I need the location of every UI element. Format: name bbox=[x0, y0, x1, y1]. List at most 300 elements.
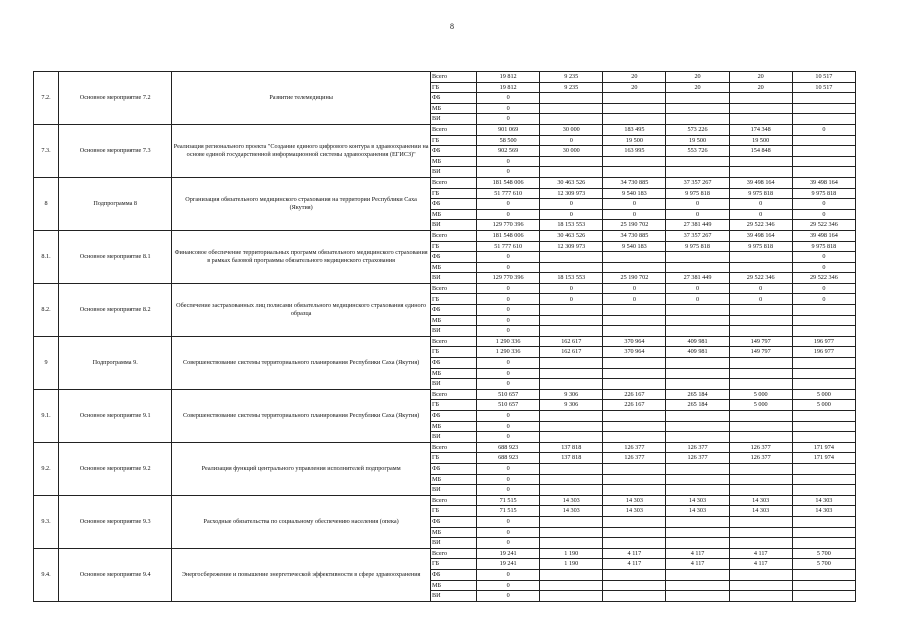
value-cell: 0 bbox=[477, 411, 540, 422]
funding-source: ВИ bbox=[430, 379, 476, 390]
value-cell: 0 bbox=[477, 252, 540, 263]
value-cell bbox=[729, 368, 792, 379]
value-cell bbox=[792, 358, 855, 369]
funding-source: ГБ bbox=[430, 453, 476, 464]
value-cell: 137 818 bbox=[540, 442, 603, 453]
value-cell bbox=[729, 432, 792, 443]
funding-source: ФБ bbox=[430, 252, 476, 263]
item-name: Основное мероприятие 7.2 bbox=[59, 72, 172, 125]
value-cell bbox=[792, 379, 855, 390]
funding-source: Всего bbox=[430, 495, 476, 506]
value-cell bbox=[792, 569, 855, 580]
value-cell: 0 bbox=[477, 432, 540, 443]
funding-source: МБ bbox=[430, 209, 476, 220]
funding-source: ВИ bbox=[430, 273, 476, 284]
value-cell: 688 923 bbox=[477, 442, 540, 453]
value-cell: 14 303 bbox=[792, 506, 855, 517]
value-cell bbox=[666, 516, 729, 527]
value-cell: 19 812 bbox=[477, 82, 540, 93]
value-cell bbox=[666, 379, 729, 390]
value-cell: 10 517 bbox=[792, 72, 855, 83]
value-cell: 29 522 346 bbox=[792, 220, 855, 231]
table-row bbox=[34, 336, 856, 347]
value-cell: 149 797 bbox=[729, 336, 792, 347]
value-cell: 9 975 818 bbox=[729, 241, 792, 252]
value-cell bbox=[729, 379, 792, 390]
value-cell: 4 117 bbox=[603, 559, 666, 570]
value-cell bbox=[666, 114, 729, 125]
value-cell: 5 000 bbox=[792, 400, 855, 411]
value-cell: 0 bbox=[603, 283, 666, 294]
value-cell: 0 bbox=[477, 358, 540, 369]
value-cell: 0 bbox=[666, 283, 729, 294]
value-cell: 196 977 bbox=[792, 347, 855, 358]
value-cell: 9 235 bbox=[540, 82, 603, 93]
value-cell bbox=[666, 474, 729, 485]
value-cell bbox=[540, 114, 603, 125]
value-cell bbox=[666, 411, 729, 422]
value-cell bbox=[792, 516, 855, 527]
value-cell bbox=[729, 569, 792, 580]
value-cell: 12 309 973 bbox=[540, 188, 603, 199]
value-cell: 71 515 bbox=[477, 495, 540, 506]
value-cell: 39 498 164 bbox=[729, 177, 792, 188]
funding-source: Всего bbox=[430, 124, 476, 135]
funding-source: Всего bbox=[430, 177, 476, 188]
value-cell: 0 bbox=[729, 209, 792, 220]
value-cell: 0 bbox=[792, 209, 855, 220]
value-cell: 149 797 bbox=[729, 347, 792, 358]
value-cell bbox=[729, 463, 792, 474]
value-cell: 51 777 610 bbox=[477, 188, 540, 199]
value-cell: 10 517 bbox=[792, 82, 855, 93]
value-cell bbox=[666, 156, 729, 167]
funding-source: ГБ bbox=[430, 188, 476, 199]
value-cell: 0 bbox=[477, 262, 540, 273]
value-cell bbox=[729, 167, 792, 178]
value-cell bbox=[792, 93, 855, 104]
value-cell bbox=[540, 463, 603, 474]
value-cell: 29 522 346 bbox=[729, 220, 792, 231]
table-row bbox=[34, 495, 856, 506]
value-cell: 29 522 346 bbox=[729, 273, 792, 284]
value-cell bbox=[666, 252, 729, 263]
value-cell bbox=[666, 358, 729, 369]
item-number: 9.1. bbox=[34, 389, 59, 442]
item-description: Совершенствование системы территориального планирования Республики Саха (Якутия) bbox=[172, 389, 431, 442]
value-cell: 129 770 396 bbox=[477, 273, 540, 284]
value-cell bbox=[540, 474, 603, 485]
value-cell: 0 bbox=[477, 305, 540, 316]
value-cell: 0 bbox=[477, 199, 540, 210]
value-cell bbox=[729, 516, 792, 527]
value-cell bbox=[603, 411, 666, 422]
value-cell bbox=[540, 252, 603, 263]
value-cell bbox=[540, 432, 603, 443]
funding-source: ФБ bbox=[430, 358, 476, 369]
funding-source: ГБ bbox=[430, 347, 476, 358]
value-cell: 0 bbox=[477, 379, 540, 390]
item-description: Реализация функций центрального управления исполнителей подпрограмм bbox=[172, 442, 431, 495]
value-cell: 171 974 bbox=[792, 453, 855, 464]
value-cell bbox=[603, 358, 666, 369]
value-cell bbox=[603, 421, 666, 432]
funding-source: ФБ bbox=[430, 93, 476, 104]
value-cell bbox=[540, 262, 603, 273]
value-cell bbox=[729, 326, 792, 337]
value-cell: 163 995 bbox=[603, 146, 666, 157]
value-cell bbox=[729, 527, 792, 538]
value-cell: 0 bbox=[729, 199, 792, 210]
value-cell bbox=[603, 262, 666, 273]
item-description: Финансовое обеспечение территориальных программ обязательного медицинского страхования в рамках базовой программы обязательного медицинского страхования bbox=[172, 230, 431, 283]
item-number: 9.2. bbox=[34, 442, 59, 495]
value-cell bbox=[603, 485, 666, 496]
funding-source: ФБ bbox=[430, 146, 476, 157]
value-cell: 9 306 bbox=[540, 389, 603, 400]
value-cell: 0 bbox=[792, 294, 855, 305]
item-number: 8 bbox=[34, 177, 59, 230]
value-cell bbox=[666, 167, 729, 178]
item-name: Основное мероприятие 8.2 bbox=[59, 283, 172, 336]
value-cell: 901 069 bbox=[477, 124, 540, 135]
item-description: Расходные обязательства по социальному обеспечению населения (опека) bbox=[172, 495, 431, 548]
budget-table bbox=[33, 71, 856, 602]
value-cell bbox=[729, 474, 792, 485]
item-number: 8.1. bbox=[34, 230, 59, 283]
value-cell: 265 184 bbox=[666, 389, 729, 400]
value-cell: 4 117 bbox=[729, 559, 792, 570]
value-cell: 510 657 bbox=[477, 400, 540, 411]
value-cell: 37 357 267 bbox=[666, 177, 729, 188]
funding-source: Всего bbox=[430, 548, 476, 559]
value-cell: 0 bbox=[477, 421, 540, 432]
value-cell: 14 303 bbox=[729, 495, 792, 506]
value-cell bbox=[603, 432, 666, 443]
funding-source: ГБ bbox=[430, 82, 476, 93]
funding-source: ВИ bbox=[430, 538, 476, 549]
funding-source: ФБ bbox=[430, 199, 476, 210]
value-cell bbox=[603, 167, 666, 178]
value-cell: 14 303 bbox=[666, 495, 729, 506]
value-cell bbox=[666, 527, 729, 538]
item-number: 9 bbox=[34, 336, 59, 389]
value-cell bbox=[666, 103, 729, 114]
value-cell bbox=[666, 93, 729, 104]
value-cell bbox=[603, 527, 666, 538]
value-cell: 19 241 bbox=[477, 548, 540, 559]
value-cell: 0 bbox=[477, 463, 540, 474]
funding-source: ГБ bbox=[430, 559, 476, 570]
value-cell: 37 357 267 bbox=[666, 230, 729, 241]
value-cell bbox=[666, 262, 729, 273]
value-cell: 1 190 bbox=[540, 548, 603, 559]
value-cell bbox=[792, 146, 855, 157]
value-cell bbox=[729, 421, 792, 432]
value-cell: 20 bbox=[603, 82, 666, 93]
item-name: Основное мероприятие 9.3 bbox=[59, 495, 172, 548]
value-cell bbox=[792, 421, 855, 432]
value-cell: 0 bbox=[540, 294, 603, 305]
value-cell bbox=[666, 569, 729, 580]
funding-source: ГБ bbox=[430, 135, 476, 146]
item-number: 7.2. bbox=[34, 72, 59, 125]
table-row bbox=[34, 389, 856, 400]
value-cell: 39 498 164 bbox=[729, 230, 792, 241]
funding-source: МБ bbox=[430, 368, 476, 379]
value-cell bbox=[792, 156, 855, 167]
value-cell bbox=[792, 527, 855, 538]
value-cell: 9 540 183 bbox=[603, 188, 666, 199]
value-cell: 9 975 818 bbox=[666, 241, 729, 252]
value-cell: 902 569 bbox=[477, 146, 540, 157]
value-cell: 14 303 bbox=[666, 506, 729, 517]
value-cell: 0 bbox=[477, 474, 540, 485]
value-cell bbox=[666, 305, 729, 316]
value-cell: 0 bbox=[477, 569, 540, 580]
value-cell: 162 617 bbox=[540, 347, 603, 358]
value-cell bbox=[540, 167, 603, 178]
value-cell bbox=[729, 538, 792, 549]
funding-source: ГБ bbox=[430, 506, 476, 517]
value-cell: 71 515 bbox=[477, 506, 540, 517]
value-cell: 14 303 bbox=[540, 506, 603, 517]
value-cell: 126 377 bbox=[729, 453, 792, 464]
funding-source: МБ bbox=[430, 315, 476, 326]
value-cell: 0 bbox=[477, 103, 540, 114]
item-name: Подпрограмма 8 bbox=[59, 177, 172, 230]
table-row bbox=[34, 177, 856, 188]
value-cell bbox=[540, 485, 603, 496]
value-cell bbox=[729, 262, 792, 273]
value-cell bbox=[792, 114, 855, 125]
item-name: Основное мероприятие 9.4 bbox=[59, 548, 172, 601]
value-cell: 0 bbox=[666, 294, 729, 305]
item-description: Обеспечение застрахованных лиц полисами обязательного медицинского страхования единого образца bbox=[172, 283, 431, 336]
value-cell bbox=[540, 411, 603, 422]
value-cell bbox=[540, 315, 603, 326]
item-name: Основное мероприятие 9.1 bbox=[59, 389, 172, 442]
value-cell bbox=[792, 305, 855, 316]
value-cell bbox=[792, 580, 855, 591]
funding-source: ФБ bbox=[430, 411, 476, 422]
value-cell: 126 377 bbox=[666, 442, 729, 453]
funding-source: Всего bbox=[430, 389, 476, 400]
value-cell: 5 000 bbox=[729, 389, 792, 400]
value-cell bbox=[540, 156, 603, 167]
item-name: Подпрограмма 9. bbox=[59, 336, 172, 389]
value-cell: 0 bbox=[477, 93, 540, 104]
value-cell bbox=[792, 135, 855, 146]
value-cell: 20 bbox=[666, 82, 729, 93]
value-cell bbox=[603, 591, 666, 602]
funding-source: ВИ bbox=[430, 114, 476, 125]
value-cell bbox=[540, 527, 603, 538]
value-cell bbox=[540, 538, 603, 549]
value-cell: 0 bbox=[792, 124, 855, 135]
value-cell bbox=[792, 315, 855, 326]
value-cell: 0 bbox=[477, 283, 540, 294]
value-cell bbox=[729, 156, 792, 167]
value-cell: 0 bbox=[540, 199, 603, 210]
value-cell: 5 000 bbox=[792, 389, 855, 400]
value-cell: 370 964 bbox=[603, 336, 666, 347]
item-description: Совершенствование системы территориального планирования Республики Саха (Якутия) bbox=[172, 336, 431, 389]
value-cell bbox=[666, 315, 729, 326]
funding-source: ВИ bbox=[430, 167, 476, 178]
value-cell: 29 522 346 bbox=[792, 273, 855, 284]
funding-source: ГБ bbox=[430, 294, 476, 305]
value-cell: 5 700 bbox=[792, 559, 855, 570]
item-number: 7.3. bbox=[34, 124, 59, 177]
value-cell: 0 bbox=[540, 135, 603, 146]
value-cell: 39 498 164 bbox=[792, 177, 855, 188]
value-cell: 688 923 bbox=[477, 453, 540, 464]
funding-source: ВИ bbox=[430, 432, 476, 443]
value-cell: 18 153 553 bbox=[540, 273, 603, 284]
value-cell bbox=[792, 326, 855, 337]
funding-source: ВИ bbox=[430, 220, 476, 231]
funding-source: МБ bbox=[430, 262, 476, 273]
value-cell bbox=[729, 93, 792, 104]
value-cell: 34 730 885 bbox=[603, 230, 666, 241]
value-cell: 19 500 bbox=[729, 135, 792, 146]
value-cell bbox=[603, 538, 666, 549]
value-cell: 19 241 bbox=[477, 559, 540, 570]
value-cell bbox=[729, 114, 792, 125]
value-cell: 19 500 bbox=[603, 135, 666, 146]
value-cell: 5 000 bbox=[729, 400, 792, 411]
value-cell bbox=[603, 305, 666, 316]
item-number: 9.3. bbox=[34, 495, 59, 548]
value-cell: 553 726 bbox=[666, 146, 729, 157]
value-cell: 409 981 bbox=[666, 336, 729, 347]
table-row bbox=[34, 442, 856, 453]
funding-source: Всего bbox=[430, 336, 476, 347]
value-cell: 1 190 bbox=[540, 559, 603, 570]
value-cell bbox=[792, 538, 855, 549]
value-cell: 4 117 bbox=[603, 548, 666, 559]
value-cell bbox=[729, 103, 792, 114]
value-cell: 58 500 bbox=[477, 135, 540, 146]
funding-source: ФБ bbox=[430, 516, 476, 527]
value-cell: 25 190 702 bbox=[603, 273, 666, 284]
value-cell: 510 657 bbox=[477, 389, 540, 400]
value-cell: 20 bbox=[729, 72, 792, 83]
value-cell: 5 700 bbox=[792, 548, 855, 559]
value-cell: 9 975 818 bbox=[729, 188, 792, 199]
value-cell bbox=[540, 93, 603, 104]
funding-source: МБ bbox=[430, 580, 476, 591]
value-cell: 20 bbox=[603, 72, 666, 83]
item-description: Энергосбережение и повышение энергетической эффективности в сфере здравоохранения bbox=[172, 548, 431, 601]
value-cell bbox=[792, 411, 855, 422]
value-cell: 0 bbox=[477, 527, 540, 538]
item-name: Основное мероприятие 9.2 bbox=[59, 442, 172, 495]
value-cell: 14 303 bbox=[603, 495, 666, 506]
item-number: 8.2. bbox=[34, 283, 59, 336]
value-cell: 9 975 818 bbox=[792, 241, 855, 252]
value-cell: 573 226 bbox=[666, 124, 729, 135]
funding-source: МБ bbox=[430, 527, 476, 538]
value-cell bbox=[666, 485, 729, 496]
value-cell: 4 117 bbox=[666, 559, 729, 570]
value-cell: 1 290 336 bbox=[477, 336, 540, 347]
value-cell: 0 bbox=[792, 252, 855, 263]
table-row bbox=[34, 548, 856, 559]
value-cell: 27 381 449 bbox=[666, 273, 729, 284]
value-cell: 409 981 bbox=[666, 347, 729, 358]
funding-source: ВИ bbox=[430, 591, 476, 602]
value-cell: 0 bbox=[477, 538, 540, 549]
value-cell: 126 377 bbox=[729, 442, 792, 453]
value-cell: 0 bbox=[477, 315, 540, 326]
value-cell bbox=[729, 591, 792, 602]
value-cell: 18 153 553 bbox=[540, 220, 603, 231]
table-row bbox=[34, 230, 856, 241]
value-cell: 171 974 bbox=[792, 442, 855, 453]
value-cell: 129 770 396 bbox=[477, 220, 540, 231]
value-cell bbox=[603, 379, 666, 390]
page-number: 8 bbox=[450, 22, 454, 31]
value-cell: 0 bbox=[477, 294, 540, 305]
funding-source: ВИ bbox=[430, 485, 476, 496]
value-cell: 126 377 bbox=[666, 453, 729, 464]
value-cell: 181 548 006 bbox=[477, 230, 540, 241]
value-cell: 183 495 bbox=[603, 124, 666, 135]
funding-source: ФБ bbox=[430, 463, 476, 474]
value-cell bbox=[540, 516, 603, 527]
value-cell: 0 bbox=[477, 326, 540, 337]
value-cell bbox=[729, 580, 792, 591]
value-cell bbox=[540, 580, 603, 591]
item-name: Основное мероприятие 7.3 bbox=[59, 124, 172, 177]
value-cell: 0 bbox=[477, 167, 540, 178]
value-cell bbox=[603, 368, 666, 379]
funding-source: ВИ bbox=[430, 326, 476, 337]
value-cell bbox=[603, 103, 666, 114]
value-cell bbox=[603, 114, 666, 125]
value-cell bbox=[603, 156, 666, 167]
value-cell: 0 bbox=[666, 199, 729, 210]
value-cell: 30 000 bbox=[540, 146, 603, 157]
value-cell: 0 bbox=[477, 209, 540, 220]
value-cell: 196 977 bbox=[792, 336, 855, 347]
value-cell: 14 303 bbox=[792, 495, 855, 506]
table-row bbox=[34, 124, 856, 135]
value-cell: 226 167 bbox=[603, 389, 666, 400]
value-cell: 0 bbox=[477, 114, 540, 125]
value-cell bbox=[666, 421, 729, 432]
value-cell: 20 bbox=[729, 82, 792, 93]
funding-source: Всего bbox=[430, 283, 476, 294]
value-cell: 0 bbox=[792, 283, 855, 294]
value-cell: 9 235 bbox=[540, 72, 603, 83]
value-cell bbox=[603, 580, 666, 591]
value-cell: 154 848 bbox=[729, 146, 792, 157]
funding-source: МБ bbox=[430, 156, 476, 167]
value-cell bbox=[729, 358, 792, 369]
value-cell: 19 500 bbox=[666, 135, 729, 146]
value-cell: 0 bbox=[540, 209, 603, 220]
value-cell bbox=[792, 103, 855, 114]
value-cell bbox=[729, 411, 792, 422]
value-cell: 126 377 bbox=[603, 442, 666, 453]
value-cell: 1 290 336 bbox=[477, 347, 540, 358]
value-cell bbox=[666, 538, 729, 549]
value-cell: 9 975 818 bbox=[666, 188, 729, 199]
funding-source: МБ bbox=[430, 103, 476, 114]
